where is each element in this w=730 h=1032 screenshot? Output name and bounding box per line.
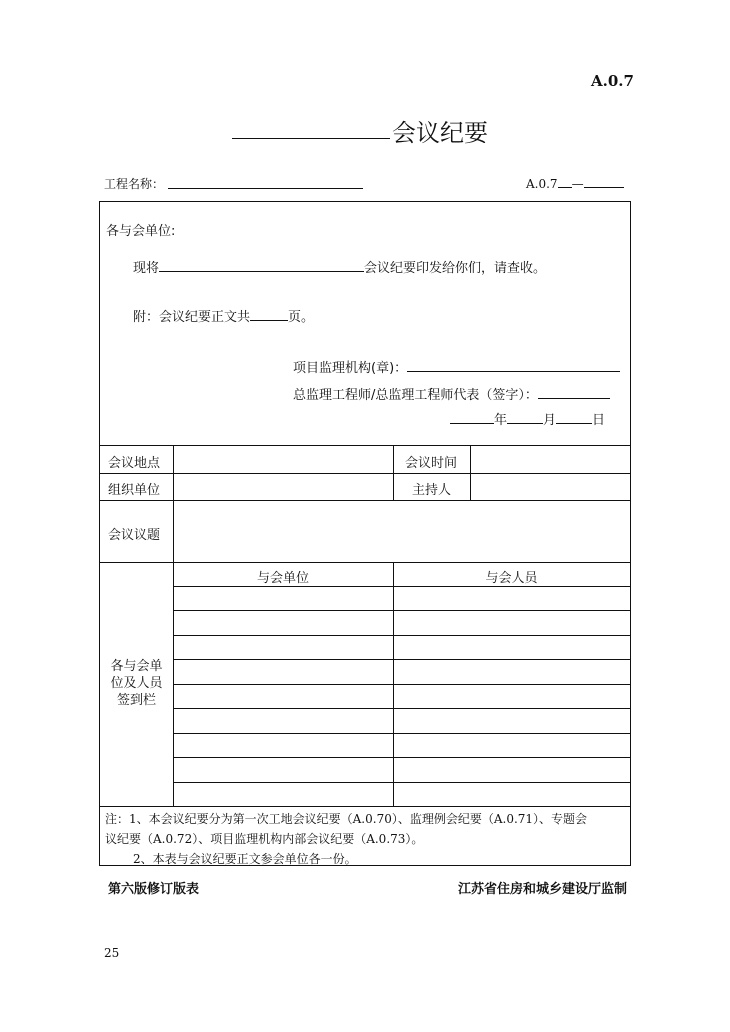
host-label: 主持人: [412, 483, 452, 498]
engineer-signature-field[interactable]: [538, 386, 610, 399]
notice-prefix: 现将: [133, 261, 160, 276]
engineer-line: [293, 384, 610, 403]
note-line-2: 议纪要（A.0.72）、项目监理机构内部会议纪要（A.0.73）。: [105, 832, 424, 846]
signin-header-divider: [173, 586, 630, 587]
vline-signin-mid-col: [393, 562, 394, 806]
signin-row-divider: [173, 610, 630, 611]
signin-row-divider: [173, 733, 630, 734]
agency-label: 项目监理机构(章)：: [293, 361, 408, 376]
organizer-field[interactable]: [178, 476, 388, 496]
signin-row-divider: [173, 684, 630, 685]
location-label: 会议地点: [108, 456, 161, 471]
month-label: 月: [543, 413, 557, 428]
attachment-prefix: 附：会议纪要正文共: [133, 310, 251, 325]
project-name-field[interactable]: [168, 188, 363, 189]
signin-label-line-2: 位及人员: [110, 676, 163, 691]
month-field[interactable]: [507, 411, 543, 424]
topic-field[interactable]: [178, 506, 623, 556]
attachment-pages-field[interactable]: [250, 308, 288, 321]
note-line-3: 2、本表与会议纪要正文参会单位各一份。: [133, 852, 357, 866]
location-field[interactable]: [178, 449, 388, 469]
signin-row-divider: [173, 757, 630, 758]
day-label: 日: [592, 413, 606, 428]
divider-row1: [100, 473, 630, 474]
divider-topic: [100, 562, 630, 563]
vline-signin-label-col: [173, 562, 174, 806]
col-header-people: 与会人员: [485, 571, 538, 586]
vline-label-col: [173, 445, 174, 500]
vline-topic-col: [173, 500, 174, 562]
page-number: 25: [104, 946, 120, 960]
signin-label-line-3: 签到栏: [116, 693, 156, 708]
agency-seal-field[interactable]: [407, 359, 620, 372]
meeting-minutes-form: [99, 201, 631, 866]
time-field[interactable]: [475, 449, 625, 469]
signin-row-divider: [173, 659, 630, 660]
serial-number: [526, 175, 624, 191]
divider-upper: [100, 445, 630, 446]
note-line-1: 注：1、本会议纪要分为第一次工地会议纪要（A.0.70）、监理例会纪要（A.0.71）、专题会: [105, 812, 588, 826]
date-line: [450, 409, 605, 428]
notice-field[interactable]: [159, 259, 364, 272]
divider-row2: [100, 500, 630, 501]
col-header-unit: 与会单位: [256, 571, 309, 586]
notice-suffix: 会议纪要印发给你们，请查收。: [364, 261, 547, 276]
engineer-label: 总监理工程师/总监理工程师代表（签字）：: [293, 388, 538, 403]
agency-line: [293, 357, 620, 376]
signin-row-divider: [173, 708, 630, 709]
host-field[interactable]: [475, 476, 625, 496]
recipient-label: 各与会单位:: [106, 224, 176, 239]
divider-notes: [100, 806, 630, 807]
day-field[interactable]: [556, 411, 592, 424]
year-label: 年: [494, 413, 508, 428]
signin-row-divider: [173, 635, 630, 636]
vline-mid-col: [393, 445, 394, 500]
serial-prefix: A.0.7: [526, 177, 558, 191]
footer-right: 江苏省住房和城乡建设厅监制: [458, 882, 628, 897]
topic-label: 会议议题: [108, 528, 161, 543]
serial-dash: —: [571, 177, 584, 191]
form-code: A.0.7: [591, 72, 634, 90]
year-field[interactable]: [450, 411, 494, 424]
signin-row-divider: [173, 782, 630, 783]
notice-line: [133, 257, 546, 276]
project-name-label: 工程名称：: [104, 177, 165, 191]
serial-field-2[interactable]: [584, 175, 624, 188]
attachment-line: [133, 306, 314, 325]
vline-right-label-col: [470, 445, 471, 500]
attachment-suffix: 页。: [288, 310, 315, 325]
signin-label-line-1: 各与会单: [110, 659, 163, 674]
organizer-label: 组织单位: [108, 483, 161, 498]
serial-field-1[interactable]: [558, 175, 572, 188]
title-blank-line: [232, 138, 390, 139]
signin-section-label: [100, 658, 173, 709]
footer-left: 第六版修订版表: [108, 882, 200, 897]
time-label: 会议时间: [405, 456, 458, 471]
page-title: 会议纪要: [392, 119, 488, 147]
